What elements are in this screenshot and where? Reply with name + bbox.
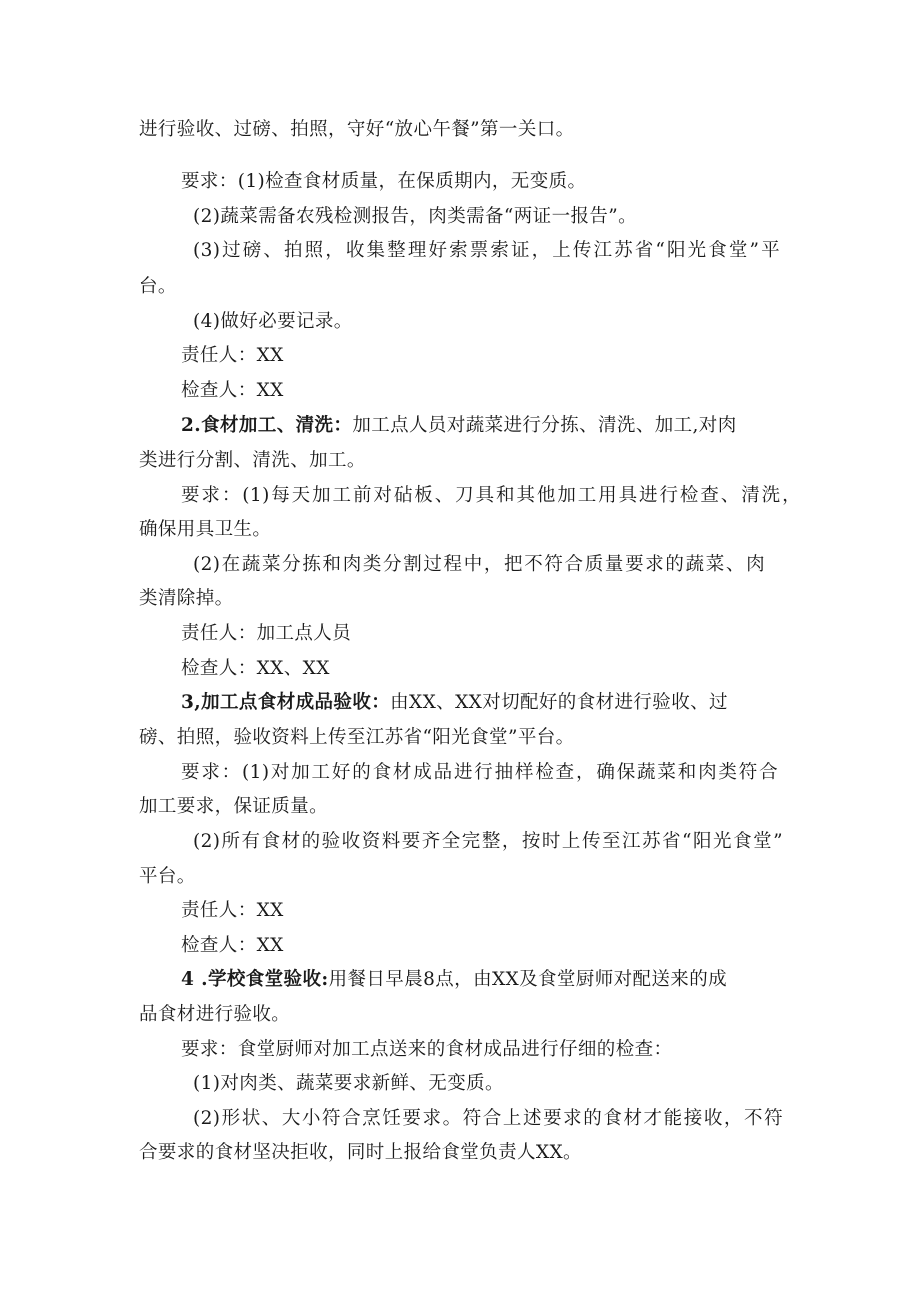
inspector-line: 检查人：XX xyxy=(181,380,284,401)
section-text: 加工点人员对蔬菜进行分拣、清洗、加工,对肉 xyxy=(352,415,737,436)
section-heading-line xyxy=(181,690,728,716)
requirement-line: (3)过磅、拍照，收集整理好索票索证，上传江苏省“阳光食堂”平 xyxy=(193,240,780,261)
inspector-line: 检查人：XX、XX xyxy=(181,658,330,679)
section-heading: 3,加工点食材成品验收： xyxy=(181,692,391,713)
requirement-line: (2)在蔬菜分拣和肉类分割过程中，把不符合质量要求的蔬菜、肉 xyxy=(193,554,765,575)
paragraph-line: 进行验收、过磅、拍照，守好“放心午餐”第一关口。 xyxy=(139,119,575,140)
section-heading-line xyxy=(181,967,727,993)
paragraph-line: 确保用具卫生。 xyxy=(139,519,272,540)
section-text: 用餐日早晨8点，由XX及食堂厨师对配送来的成 xyxy=(328,969,728,990)
inspector-line: 检查人：XX xyxy=(181,935,284,956)
requirement-line: 要求：(1)每天加工前对砧板、刀具和其他加工用具进行检查、清洗， xyxy=(181,485,801,506)
paragraph-line: 类进行分割、清洗、加工。 xyxy=(139,450,366,471)
requirement-line: 要求：食堂厨师对加工点送来的食材成品进行仔细的检查： xyxy=(181,1039,673,1060)
requirement-line: (1)对肉类、蔬菜要求新鲜、无变质。 xyxy=(193,1073,504,1094)
requirement-line: (4)做好必要记录。 xyxy=(193,311,353,332)
section-heading: 2.食材加工、清洗： xyxy=(181,415,353,436)
requirement-line: (2)形状、大小符合烹饪要求。符合上述要求的食材才能接收，不符 xyxy=(193,1108,783,1129)
section-heading: 4 .学校食堂验收: xyxy=(181,969,329,990)
requirement-line: (2)蔬菜需备农残检测报告，肉类需备“两证一报告”。 xyxy=(193,206,638,227)
requirement-line: 要求：(1)检查食材质量，在保质期内，无变质。 xyxy=(181,171,587,192)
paragraph-line: 台。 xyxy=(139,276,177,297)
paragraph-line: 加工要求，保证质量。 xyxy=(139,796,329,817)
paragraph-line: 合要求的食材坚决拒收，同时上报给食堂负责人XX。 xyxy=(139,1142,582,1163)
responsible-person-line: 责任人：XX xyxy=(181,900,284,921)
paragraph-line: 品食材进行验收。 xyxy=(139,1004,291,1025)
responsible-person-line: 责任人：加工点人员 xyxy=(181,623,352,644)
paragraph-line: 磅、拍照，验收资料上传至江苏省“阳光食堂”平台。 xyxy=(139,727,575,748)
requirement-line: 要求：(1)对加工好的食材成品进行抽样检查，确保蔬菜和肉类符合 xyxy=(181,762,778,783)
paragraph-line: 类清除掉。 xyxy=(139,588,234,609)
requirement-line: (2)所有食材的验收资料要齐全完整，按时上传至江苏省“阳光食堂” xyxy=(193,831,783,852)
section-text: 由XX、XX对切配好的食材进行验收、过 xyxy=(390,692,728,713)
paragraph-line: 平台。 xyxy=(139,866,196,887)
responsible-person-line: 责任人：XX xyxy=(181,345,284,366)
section-heading-line xyxy=(181,413,737,439)
